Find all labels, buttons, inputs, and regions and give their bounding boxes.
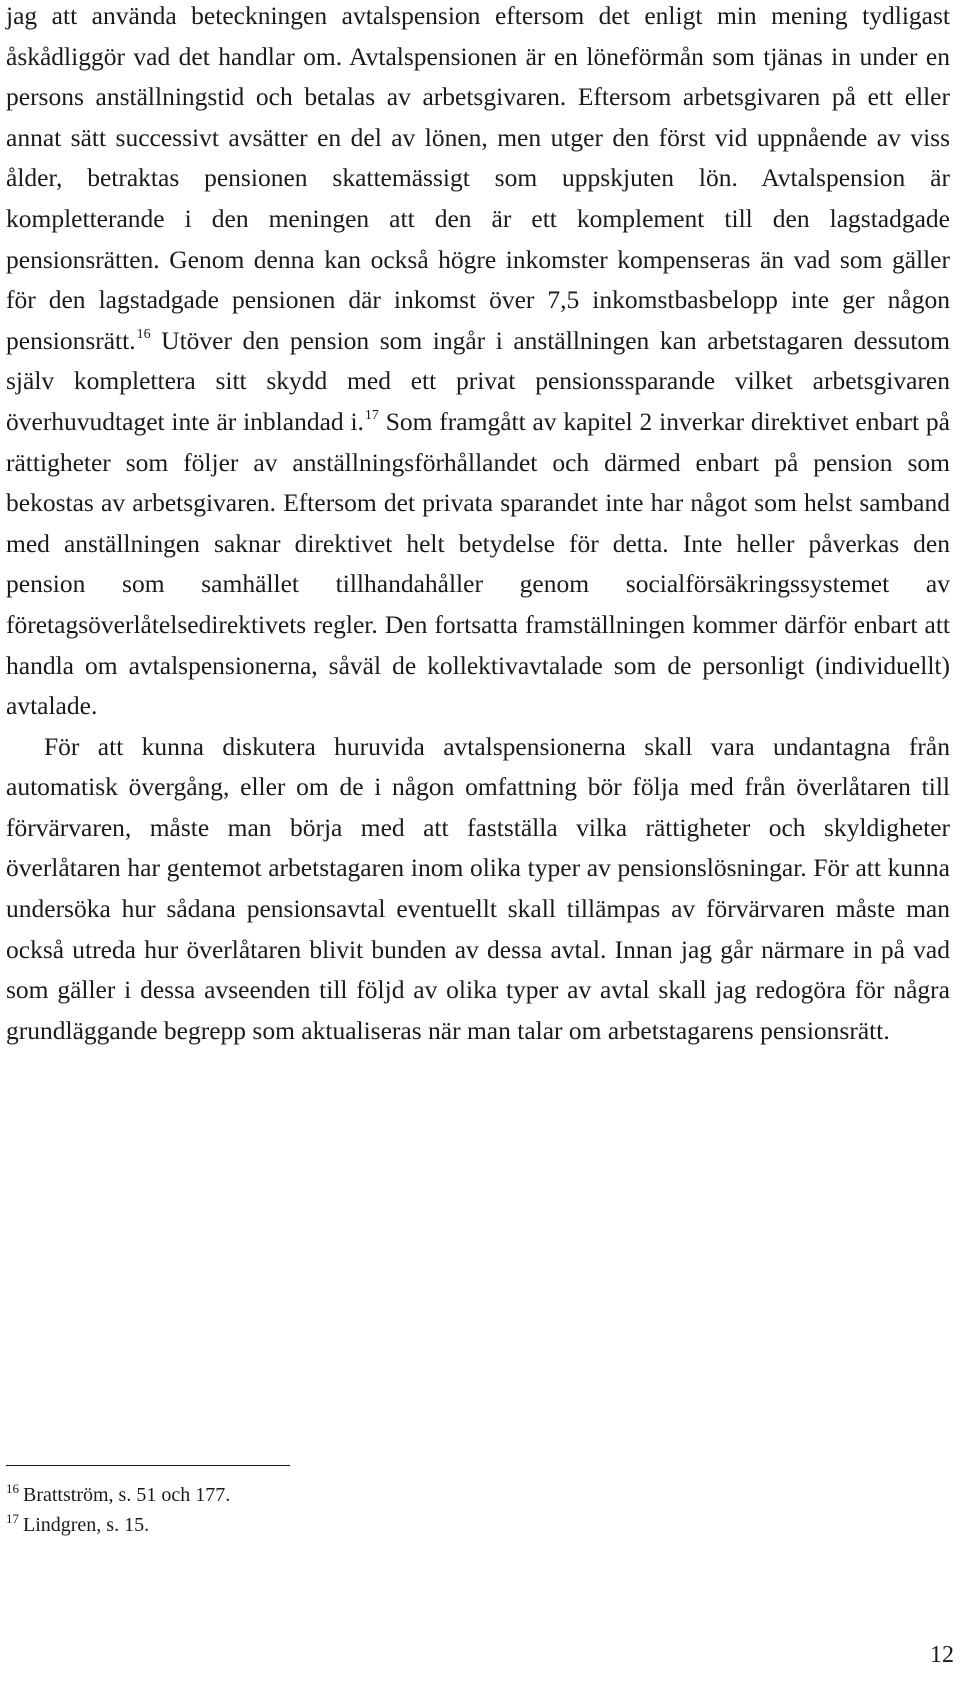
footnote-16 (6, 1482, 606, 1508)
footnotes-section (6, 1482, 606, 1542)
body-paragraph-1 (6, 0, 950, 727)
footnote-number: 17 (6, 1511, 19, 1527)
paragraph-1-text-segment-1: jag att använda beteckningen avtalspension eftersom det enligt min mening tydligast åskådliggör vad det handlar om. Avtalspensionen är en löneförmån som tjänas in under en persons anställningstid och betalas av arbetsgivaren. Eftersom arbetsgivaren på ett eller annat sätt successivt avsätter en del av lönen, men utger den först vid uppnående av viss ålder, betraktas pensionen skattemässigt som uppskjuten lön. Avtalspension är kompletterande i den meningen att den är ett komplement till den lagstadgade pensionsrätten. Genom denna kan också högre inkomster kompenseras än vad som gäller för den lagstadgade pensionen där inkomst över 7,5 inkomstbasbelopp inte ger någon pensionsrätt. (6, 1, 950, 355)
footnote-separator (6, 1465, 290, 1466)
document-page (6, 0, 950, 1051)
footnote-reference-17: 17 (364, 408, 379, 424)
body-paragraph-2: För att kunna diskutera huruvida avtalspensionerna skall vara undantagna från automatisk övergång, eller om de i någon omfattning bör följa med från överlåtaren till förvärvaren, måste man börja med att fastställa vilka rättigheter och skyldigheter överlåtaren har gentemot arbetstagaren inom olika typer av pensionslösningar. För att kunna undersöka hur sådana pensionsavtal eventuellt skall tillämpas av förvärvaren måste man också utreda hur överlåtaren blivit bunden av dessa avtal. Innan jag går närmare in på vad som gäller i dessa avseenden till följd av olika typer av avtal skall jag redogöra för några grundläggande begrepp som aktualiseras när man talar om arbetstagarens pensionsrätt. (6, 731, 950, 1045)
page-number: 12 (930, 1642, 954, 1668)
footnote-text: Brattström, s. 51 och 177. (23, 1484, 231, 1506)
footnote-number: 16 (6, 1481, 19, 1497)
paragraph-1-text-segment-3: Som framgått av kapitel 2 inverkar direktivet enbart på rättigheter som följer av anställningsförhållandet och därmed enbart på pension som bekostas av arbetsgivaren. Eftersom det privata sparandet inte har något som helst samband med anställningen saknar direktivet helt betydelse för detta. Inte heller påverkas den pension som samhället tillhandahåller genom socialförsäkringssystemet av företagsöverlåtelsedirektivets regler. Den fortsatta framställningen kommer därför enbart att handla om avtalspensionerna, såväl de kollektivavtalade som de personligt (individuellt) avtalade. (6, 406, 950, 721)
footnote-reference-16: 16 (136, 327, 151, 343)
footnote-17 (6, 1512, 606, 1538)
footnote-text: Lindgren, s. 15. (23, 1514, 150, 1536)
paragraph-1-text-segment-2: Utöver den pension som ingår i anställningen kan arbetstagaren dessutom själv komplettera sitt skydd med ett privat pensionssparande vilket arbetsgivaren överhuvudtaget inte är inblandad i. (6, 325, 950, 436)
